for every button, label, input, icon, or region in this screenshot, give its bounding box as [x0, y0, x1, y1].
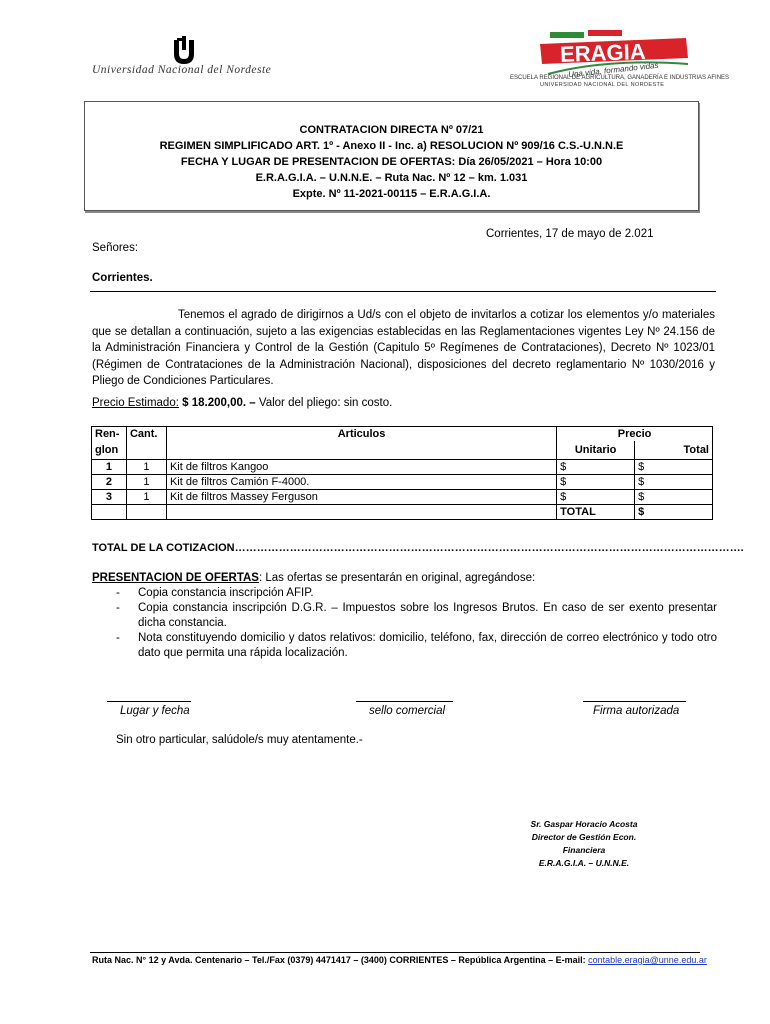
- total-cotizacion: TOTAL DE LA COTIZACION………………………………………………………………………………………………………………………….: [92, 542, 744, 554]
- header-total: Total: [635, 441, 713, 459]
- signature-line: [107, 701, 191, 702]
- svg-text:ERAGIA: ERAGIA: [559, 38, 647, 67]
- row-articulo: Kit de filtros Kangoo: [166, 459, 556, 474]
- row-unitario: $: [557, 489, 635, 504]
- divider: [90, 291, 716, 292]
- row-total: $: [635, 474, 713, 489]
- signer-block: [512, 818, 656, 870]
- body-text: Tenemos el agrado de dirigirnos a Ud/s con el objeto de invitarlos a cotizar los elementos y/o materiales que se detallan a continuación, sujeto a las exigencias establecidas en las Reglamentaciones vigentes Ley Nº 24.156 de la Administración Financiera y Control de la Gestión (Capitulo 5º Regímenes de Contrataciones), Decreto Nº 1023/01 (Régimen de Contrataciones de la Administración Nacional), disposiciones del decreto reglamentario Nº 1030/2016 y Pliego de Condiciones Particulares.: [92, 309, 715, 387]
- header-line-3: FECHA Y LUGAR DE PRESENTACION DE OFERTAS: Día 26/05/2021 – Hora 10:00: [180, 156, 603, 168]
- signature-firma: Firma autorizada: [593, 705, 680, 717]
- row-articulo: Kit de filtros Massey Ferguson: [166, 489, 556, 504]
- row-ren: 1: [92, 459, 127, 474]
- row-cant: 1: [126, 459, 166, 474]
- precio-rest: Valor del pliego: sin costo.: [258, 397, 393, 409]
- row-articulo: Kit de filtros Camión F-4000.: [166, 474, 556, 489]
- eragia-university: UNIVERSIDAD NACIONAL DEL NORDESTE: [540, 82, 665, 88]
- footer-email-link[interactable]: contable.eragia@unne.edu.ar: [588, 955, 707, 965]
- precio-estimado: [92, 397, 392, 409]
- eragia-description: ESCUELA REGIONAL DE AGRICULTURA, GANADERÍA E INDUSTRIAS AFINES: [510, 75, 730, 81]
- place-date: Corrientes, 17 de mayo de 2.021: [486, 228, 654, 240]
- header-ren: Ren-: [92, 427, 127, 442]
- footer-text: Ruta Nac. N° 12 y Avda. Centenario – Tel./Fax (0379) 4471417 – (3400) CORRIENTES – República Argentina – E-mail:: [92, 955, 589, 965]
- svg-text:Una vida, formando vidas: Una vida, formando vidas: [567, 60, 659, 80]
- precio-amount: $ 18.200,00. –: [182, 397, 256, 409]
- row-total: $: [635, 459, 713, 474]
- row-unitario: $: [557, 459, 635, 474]
- header-cant: Cant.: [126, 427, 166, 442]
- signer-role: Director de Gestión Econ. Financiera: [531, 832, 637, 855]
- header-box: [84, 101, 699, 211]
- requirements-list: [92, 586, 717, 661]
- footer-divider: [90, 952, 700, 953]
- signature-lugar: Lugar y fecha: [120, 705, 190, 717]
- table-total-row: [92, 504, 713, 519]
- table-subheader-row: [92, 441, 713, 459]
- header-line-1: CONTRATACION DIRECTA Nº 07/21: [299, 124, 484, 136]
- list-item: - Nota constituyendo domicilio y datos relativos: domicilio, teléfono, fax, dirección de correo electrónico y todo otro dato que permita una rápida localización.: [92, 631, 717, 661]
- presentacion-section: [92, 571, 717, 661]
- table-row: [92, 474, 713, 489]
- total-label: TOTAL: [557, 504, 635, 519]
- signature-line: [583, 701, 686, 702]
- body-paragraph: [92, 307, 715, 390]
- total-value: $: [635, 504, 713, 519]
- salutation: Sin otro particular, salúdole/s muy atentamente.-: [116, 734, 363, 746]
- items-table: [91, 426, 713, 520]
- footer: [92, 955, 707, 965]
- row-total: $: [635, 489, 713, 504]
- header-line-5: Expte. Nº 11-2021-00115 – E.R.A.G.I.A.: [292, 188, 491, 200]
- row-ren: 3: [92, 489, 127, 504]
- row-ren: 2: [92, 474, 127, 489]
- list-item: - Copia constancia inscripción AFIP.: [92, 586, 717, 601]
- precio-label: Precio Estimado:: [92, 397, 179, 409]
- header-articulos: Articulos: [166, 427, 556, 442]
- signer-name: Sr. Gaspar Horacio Acosta: [530, 819, 638, 829]
- list-item: - Copia constancia inscripción D.G.R. – Impuestos sobre los Ingresos Brutos. En caso de ser exento presentar dicha constancia.: [92, 601, 717, 631]
- header-line-4: E.R.A.G.I.A. – U.N.N.E. – Ruta Nac. Nº 12 – km. 1.031: [255, 172, 528, 184]
- table-row: [92, 459, 713, 474]
- table-row: [92, 489, 713, 504]
- presentacion-title: PRESENTACION DE OFERTAS: [92, 572, 259, 584]
- signature-line: [356, 701, 453, 702]
- header-glon: glon: [92, 441, 127, 459]
- greeting: Señores:: [92, 242, 139, 254]
- row-cant: 1: [126, 474, 166, 489]
- presentacion-intro: : Las ofertas se presentarán en original, agregándose:: [258, 572, 536, 584]
- table-header-row: [92, 427, 713, 442]
- signature-sello: sello comercial: [369, 705, 446, 717]
- city: Corrientes.: [92, 272, 153, 284]
- unne-name: Universidad Nacional del Nordeste: [92, 64, 272, 76]
- row-unitario: $: [557, 474, 635, 489]
- header-unitario: Unitario: [557, 441, 635, 459]
- header-precio: Precio: [557, 427, 713, 442]
- signer-org: E.R.A.G.I.A. – U.N.N.E.: [538, 858, 630, 868]
- row-cant: 1: [126, 489, 166, 504]
- header-line-2: REGIMEN SIMPLIFICADO ART. 1º - Anexo II - Inc. a) RESOLUCION Nº 909/16 C.S.-U.N.N.E: [159, 140, 624, 152]
